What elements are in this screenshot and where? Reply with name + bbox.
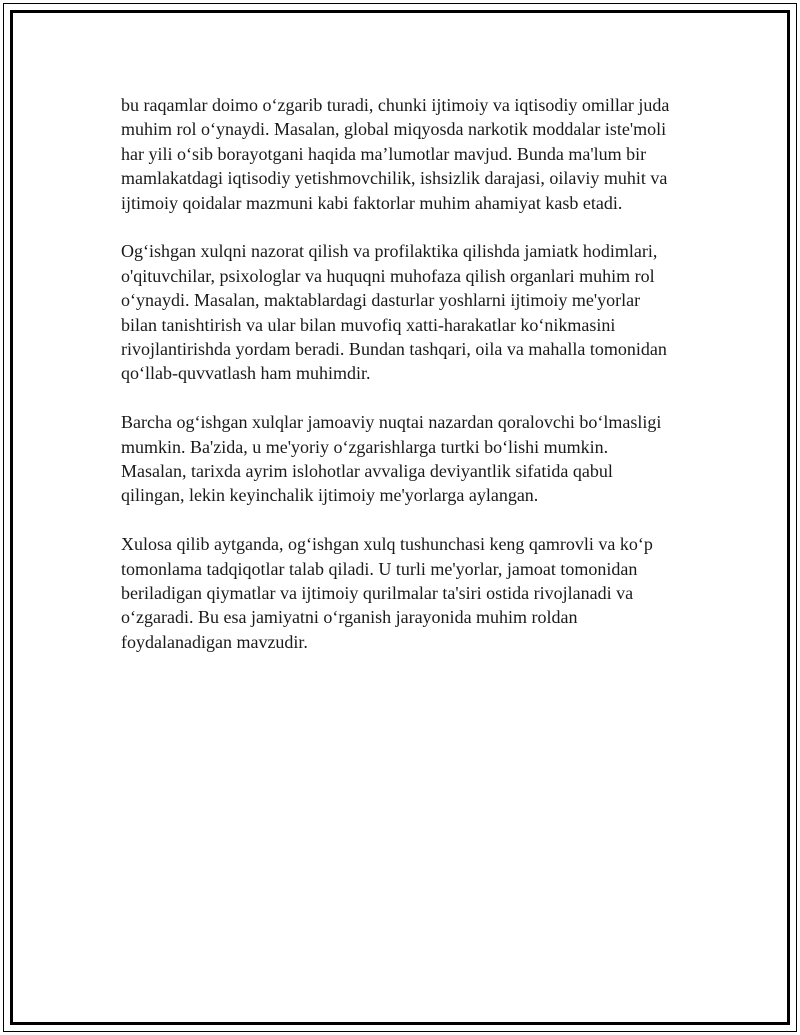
- paragraph-2: Og‘ishgan xulqni nazorat qilish va profilaktika qilishda jamiatk hodimlari, o'qituvchilar, psixologlar va huquqni muhofaza qilish organlari muhim rol o‘ynaydi. Masalan, maktablardagi dasturlar yoshlarni ijtimoiy me'yorlar bilan tanishtirish va ular bilan muvofiq xatti-harakatlar ko‘nikmasini rivojlantirishda yordam beradi. Bundan tashqari, oila va mahalla tomonidan qo‘llab-quvvatlash ham muhimdir.: [121, 241, 667, 384]
- document-body: [121, 93, 691, 679]
- document-page: [3, 3, 797, 1032]
- paragraph-4: Xulosa qilib aytganda, og‘ishgan xulq tushunchasi keng qamrovli va ko‘p tomonlama tadqiqotlar talab qiladi. U turli me'yorlar, jamoat tomonidan beriladigan qiymatlar va ijtimoiy qurilmalar ta'siri ostida rivojlanadi va o‘zgaradi. Bu esa jamiyatni o‘rganish jarayonida muhim roldan foydalanadigan mavzudir.: [121, 534, 653, 652]
- paragraph-1: bu raqamlar doimo o‘zgarib turadi, chunki ijtimoiy va iqtisodiy omillar juda muhim rol o‘ynaydi. Masalan, global miqyosda narkotik moddalar iste'moli har yili o‘sib borayotgani haqida ma’lumotlar mavjud. Bunda ma'lum bir mamlakatdagi iqtisodiy yetishmovchilik, ishsizlik darajasi, oilaviy muhit va ijtimoiy qoidalar mazmuni kabi faktorlar muhim ahamiyat kasb etadi.: [121, 95, 670, 213]
- paragraph-3: Barcha og‘ishgan xulqlar jamoaviy nuqtai nazardan qoralovchi bo‘lmasligi mumkin. Ba'zida, u me'yoriy o‘zgarishlarga turtki bo‘lishi mumkin. Masalan, tarixda ayrim islohotlar avvaliga deviyantlik sifatida qabul qilingan, lekin keyinchalik ijtimoiy me'yorlarga aylangan.: [121, 412, 662, 506]
